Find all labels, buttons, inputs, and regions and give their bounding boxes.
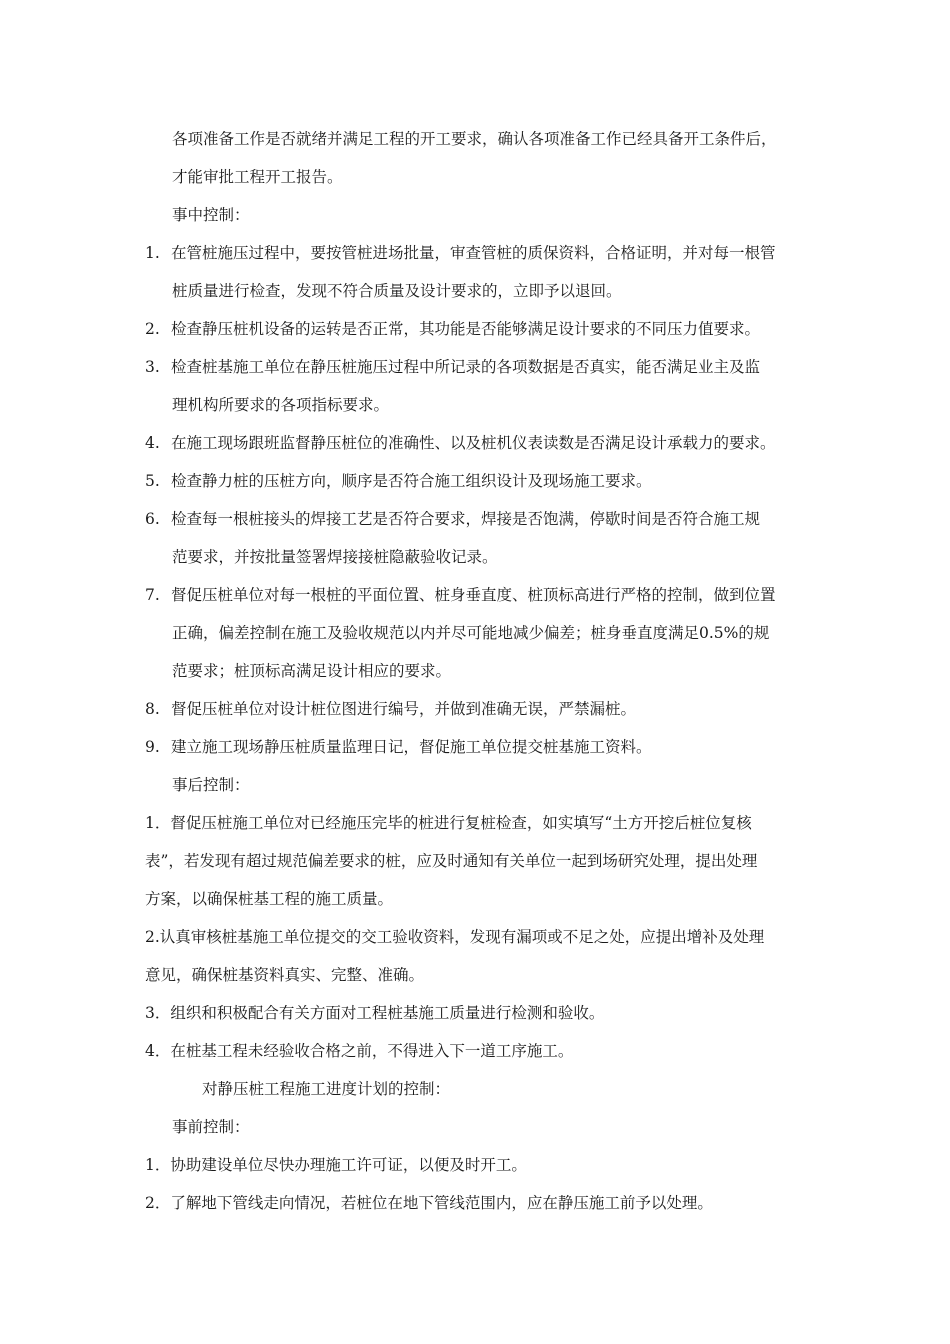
- before-item-2: 2．了解地下管线走向情况，若桩位在地下管线范围内，应在静压施工前予以处理。: [145, 1194, 713, 1212]
- during-item-7-cont-1: 正确，偏差控制在施工及验收规范以内并尽可能地减少偏差；桩身垂直度满足0.5%的规: [172, 624, 770, 642]
- during-item-9: [145, 737, 652, 757]
- item-number: 7.: [145, 586, 160, 604]
- after-item-1-line-2: 表”，若发现有超过规范偏差要求的桩，应及时通知有关单位一起到场研究处理，提出处理: [145, 852, 758, 870]
- during-item-3-cont: 理机构所要求的各项指标要求。: [172, 396, 390, 414]
- progress-control-heading: 对静压桩工程施工进度计划的控制：: [202, 1080, 451, 1098]
- after-item-4: 4．在桩基工程未经验收合格之前，不得进入下一道工序施工。: [145, 1042, 574, 1060]
- item-text: 建立施工现场静压桩质量监理日记，督促施工单位提交桩基施工资料。: [171, 738, 652, 756]
- item-text: 督促压桩单位对每一根桩的平面位置、桩身垂直度、桩顶标高进行严格的控制，做到位置: [171, 586, 776, 604]
- during-item-7: [145, 585, 776, 605]
- intro-line-1: 各项准备工作是否就绪并满足工程的开工要求，确认各项准备工作已经具备开工条件后，: [172, 130, 777, 148]
- item-text: 在施工现场跟班监督静压桩位的准确性、以及桩机仪表读数是否满足设计承载力的要求。: [171, 434, 776, 452]
- during-item-4: [145, 433, 776, 453]
- item-number: 1.: [145, 244, 160, 262]
- item-text: 检查桩基施工单位在静压桩施压过程中所记录的各项数据是否真实，能否满足业主及监: [171, 358, 761, 376]
- after-item-2-line-1: 2.认真审核桩基施工单位提交的交工验收资料，发现有漏项或不足之处，应提出增补及处理: [145, 928, 765, 946]
- item-number: 9.: [145, 738, 160, 756]
- item-text: 在管桩施压过程中，要按管桩进场批量，审查管桩的质保资料，合格证明，并对每一根管: [171, 244, 776, 262]
- item-text: 检查静力桩的压桩方向，顺序是否符合施工组织设计及现场施工要求。: [171, 472, 652, 490]
- item-number: 2.: [145, 320, 160, 338]
- during-item-2: [145, 319, 760, 339]
- item-number: 4.: [145, 434, 160, 452]
- before-control-heading: 事前控制：: [172, 1118, 250, 1136]
- during-item-8: [145, 699, 636, 719]
- after-item-1-line-1: 1．督促压桩施工单位对已经施压完毕的桩进行复桩检查，如实填写“土方开挖后桩位复核: [145, 814, 752, 832]
- item-number: 6.: [145, 510, 160, 528]
- during-item-6: [145, 509, 760, 529]
- after-control-heading: 事后控制：: [172, 776, 250, 794]
- before-item-1: 1．协助建设单位尽快办理施工许可证，以便及时开工。: [145, 1156, 527, 1174]
- item-text: 检查每一根桩接头的焊接工艺是否符合要求，焊接是否饱满，停歇时间是否符合施工规: [171, 510, 761, 528]
- item-number: 5.: [145, 472, 160, 490]
- during-item-7-cont-2: 范要求；桩顶标高满足设计相应的要求。: [172, 662, 452, 680]
- item-text: 检查静压桩机设备的运转是否正常，其功能是否能够满足设计要求的不同压力值要求。: [171, 320, 761, 338]
- item-number: 3.: [145, 358, 160, 376]
- during-control-heading: 事中控制：: [172, 206, 250, 224]
- intro-line-2: 才能审批工程开工报告。: [172, 168, 343, 186]
- item-text: 督促压桩单位对设计桩位图进行编号，并做到准确无误，严禁漏桩。: [171, 700, 637, 718]
- after-item-1-line-3: 方案，以确保桩基工程的施工质量。: [145, 890, 394, 908]
- item-number: 8.: [145, 700, 160, 718]
- during-item-1-cont: 桩质量进行检查，发现不符合质量及设计要求的，立即予以退回。: [172, 282, 622, 300]
- during-item-3: [145, 357, 760, 377]
- during-item-6-cont: 范要求，并按批量签署焊接接桩隐蔽验收记录。: [172, 548, 498, 566]
- during-item-1: [145, 243, 776, 263]
- after-item-3: 3．组织和积极配合有关方面对工程桩基施工质量进行检测和验收。: [145, 1004, 605, 1022]
- during-item-5: [145, 471, 652, 491]
- after-item-2-line-2: 意见，确保桩基资料真实、完整、准确。: [145, 966, 425, 984]
